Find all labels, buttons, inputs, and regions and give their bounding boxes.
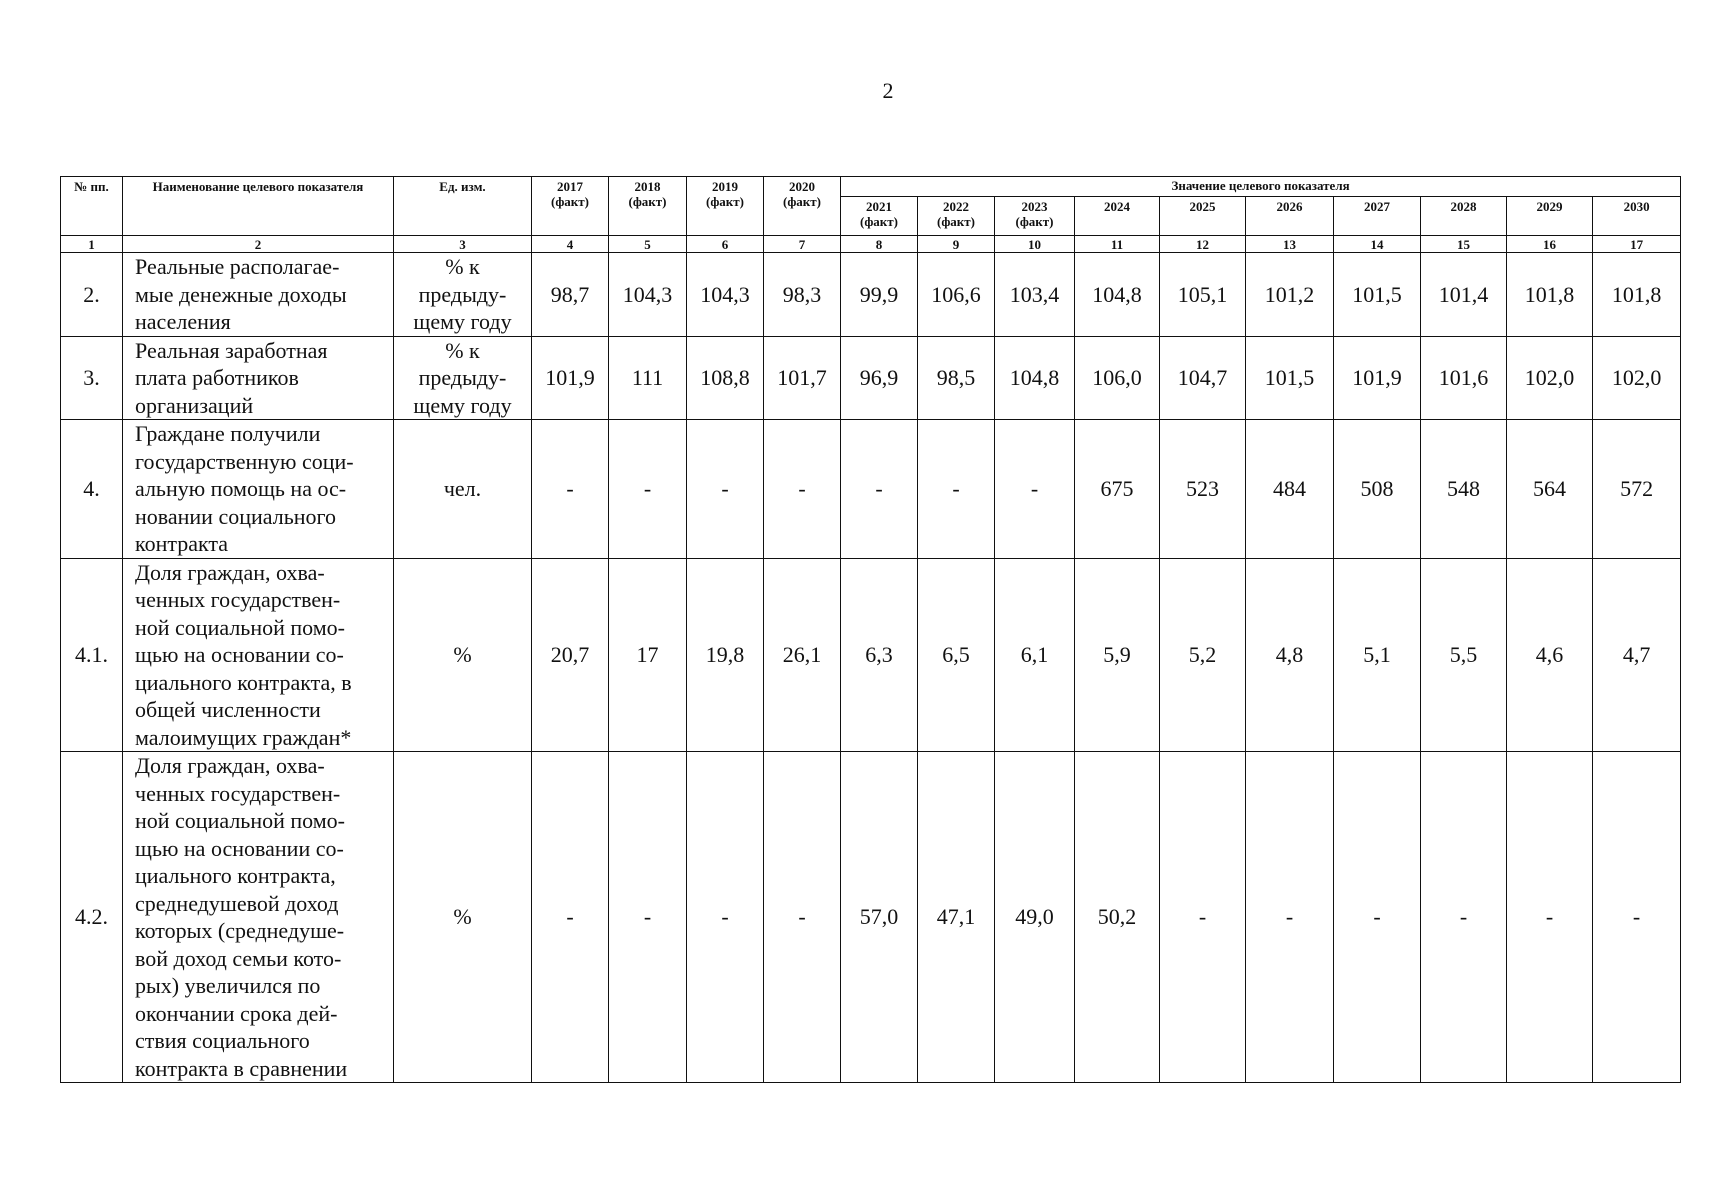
column-number: 1 bbox=[61, 236, 123, 253]
table-row bbox=[61, 752, 1681, 1083]
indicator-value: - bbox=[841, 420, 918, 559]
indicator-value: - bbox=[918, 420, 995, 559]
indicator-value: - bbox=[1160, 752, 1246, 1083]
indicator-value: 96,9 bbox=[841, 336, 918, 420]
indicator-value: 108,8 bbox=[687, 336, 764, 420]
indicator-unit: % к предыду- щему году bbox=[394, 253, 532, 337]
indicator-value: 104,8 bbox=[1075, 253, 1160, 337]
indicator-value: - bbox=[1507, 752, 1593, 1083]
indicator-value: 484 bbox=[1246, 420, 1334, 559]
indicator-value: 102,0 bbox=[1507, 336, 1593, 420]
column-number: 10 bbox=[995, 236, 1075, 253]
indicator-value: 5,9 bbox=[1075, 558, 1160, 752]
header-group-title: Значение целевого показателя bbox=[841, 177, 1681, 197]
indicator-value: 101,2 bbox=[1246, 253, 1334, 337]
header-year: 2023 (факт) bbox=[995, 197, 1075, 236]
indicator-value: - bbox=[764, 752, 841, 1083]
indicator-value: 47,1 bbox=[918, 752, 995, 1083]
column-number: 9 bbox=[918, 236, 995, 253]
column-number: 17 bbox=[1593, 236, 1681, 253]
indicator-value: - bbox=[609, 752, 687, 1083]
column-number: 14 bbox=[1334, 236, 1421, 253]
column-number: 4 bbox=[532, 236, 609, 253]
indicator-value: 19,8 bbox=[687, 558, 764, 752]
indicator-value: - bbox=[1334, 752, 1421, 1083]
indicator-value: - bbox=[687, 752, 764, 1083]
indicator-value: 17 bbox=[609, 558, 687, 752]
indicator-value: - bbox=[764, 420, 841, 559]
indicator-value: 106,6 bbox=[918, 253, 995, 337]
indicator-value: 111 bbox=[609, 336, 687, 420]
indicator-unit: % к предыду- щему году bbox=[394, 336, 532, 420]
indicator-unit: чел. bbox=[394, 420, 532, 559]
indicator-value: 5,5 bbox=[1421, 558, 1507, 752]
indicator-name: Граждане получили государственную соци- альную помощь на ос- новании социального контракта bbox=[123, 420, 394, 559]
indicator-value: 572 bbox=[1593, 420, 1681, 559]
column-number: 2 bbox=[123, 236, 394, 253]
indicator-value: 6,1 bbox=[995, 558, 1075, 752]
indicator-value: 4,8 bbox=[1246, 558, 1334, 752]
header-year: 2026 bbox=[1246, 197, 1334, 236]
column-number: 12 bbox=[1160, 236, 1246, 253]
indicator-value: - bbox=[1246, 752, 1334, 1083]
row-number: 2. bbox=[61, 253, 123, 337]
table-row bbox=[61, 253, 1681, 337]
indicator-value: - bbox=[532, 420, 609, 559]
indicator-value: 105,1 bbox=[1160, 253, 1246, 337]
indicator-value: 104,8 bbox=[995, 336, 1075, 420]
indicator-value: 101,7 bbox=[764, 336, 841, 420]
indicator-value: 548 bbox=[1421, 420, 1507, 559]
page-number: 2 bbox=[882, 78, 894, 103]
indicator-value: 26,1 bbox=[764, 558, 841, 752]
indicator-unit: % bbox=[394, 558, 532, 752]
header-year: 2027 bbox=[1334, 197, 1421, 236]
header-year: 2029 bbox=[1507, 197, 1593, 236]
table-row bbox=[61, 558, 1681, 752]
column-number-row bbox=[61, 236, 1681, 253]
indicator-unit: % bbox=[394, 752, 532, 1083]
column-number: 7 bbox=[764, 236, 841, 253]
indicator-value: - bbox=[532, 752, 609, 1083]
header-num: № пп. bbox=[61, 177, 123, 236]
header-name: Наименование целевого показателя bbox=[123, 177, 394, 236]
indicator-name: Доля граждан, охва- ченных государствен- ной социальной помо- щью на основании со- циального контракта, в общей численности малоимущих граждан* bbox=[123, 558, 394, 752]
indicator-value: 101,9 bbox=[1334, 336, 1421, 420]
indicator-value: 5,2 bbox=[1160, 558, 1246, 752]
indicator-value: 99,9 bbox=[841, 253, 918, 337]
column-number: 11 bbox=[1075, 236, 1160, 253]
indicator-value: 20,7 bbox=[532, 558, 609, 752]
indicator-value: 101,5 bbox=[1246, 336, 1334, 420]
indicator-value: 523 bbox=[1160, 420, 1246, 559]
column-number: 6 bbox=[687, 236, 764, 253]
indicator-value: 103,4 bbox=[995, 253, 1075, 337]
row-number: 4.1. bbox=[61, 558, 123, 752]
indicator-name: Доля граждан, охва- ченных государствен- ной социальной помо- щью на основании со- циального контракта, среднедушевой доход которых (среднедуше- вой доход семьи кото- рых) увеличился по окончании срока дей- ствия социального контракта в сравнении bbox=[123, 752, 394, 1083]
indicator-value: 675 bbox=[1075, 420, 1160, 559]
header-year: 2025 bbox=[1160, 197, 1246, 236]
target-indicators-table bbox=[60, 176, 1681, 1083]
column-number: 15 bbox=[1421, 236, 1507, 253]
indicator-value: 98,3 bbox=[764, 253, 841, 337]
indicator-value: 4,6 bbox=[1507, 558, 1593, 752]
indicator-value: 101,8 bbox=[1593, 253, 1681, 337]
header-year: 2021 (факт) bbox=[841, 197, 918, 236]
indicator-name: Реальная заработная плата работников организаций bbox=[123, 336, 394, 420]
column-number: 5 bbox=[609, 236, 687, 253]
indicator-value: 98,5 bbox=[918, 336, 995, 420]
indicator-value: 104,3 bbox=[687, 253, 764, 337]
column-number: 3 bbox=[394, 236, 532, 253]
indicator-value: - bbox=[687, 420, 764, 559]
indicator-value: 49,0 bbox=[995, 752, 1075, 1083]
row-number: 4.2. bbox=[61, 752, 123, 1083]
table-body bbox=[61, 253, 1681, 1083]
indicator-value: 104,7 bbox=[1160, 336, 1246, 420]
indicator-value: 101,5 bbox=[1334, 253, 1421, 337]
indicator-value: 101,8 bbox=[1507, 253, 1593, 337]
indicator-value: 101,9 bbox=[532, 336, 609, 420]
column-number: 8 bbox=[841, 236, 918, 253]
indicator-name: Реальные располагае- мые денежные доходы населения bbox=[123, 253, 394, 337]
header-row-top bbox=[61, 177, 1681, 197]
column-number: 13 bbox=[1246, 236, 1334, 253]
indicator-value: - bbox=[609, 420, 687, 559]
row-number: 4. bbox=[61, 420, 123, 559]
indicator-value: 101,6 bbox=[1421, 336, 1507, 420]
indicator-value: 106,0 bbox=[1075, 336, 1160, 420]
indicator-value: - bbox=[1593, 752, 1681, 1083]
header-year: 2030 bbox=[1593, 197, 1681, 236]
header-year-fact: 2018 (факт) bbox=[609, 177, 687, 236]
table-row bbox=[61, 336, 1681, 420]
indicator-value: - bbox=[995, 420, 1075, 559]
header-unit: Ед. изм. bbox=[394, 177, 532, 236]
indicator-value: 98,7 bbox=[532, 253, 609, 337]
indicator-value: 4,7 bbox=[1593, 558, 1681, 752]
header-year: 2024 bbox=[1075, 197, 1160, 236]
indicator-value: 104,3 bbox=[609, 253, 687, 337]
header-year-fact: 2020 (факт) bbox=[764, 177, 841, 236]
header-year: 2022 (факт) bbox=[918, 197, 995, 236]
column-number: 16 bbox=[1507, 236, 1593, 253]
header-year: 2028 bbox=[1421, 197, 1507, 236]
indicator-value: - bbox=[1421, 752, 1507, 1083]
indicator-value: 57,0 bbox=[841, 752, 918, 1083]
indicator-value: 508 bbox=[1334, 420, 1421, 559]
header-year-fact: 2017 (факт) bbox=[532, 177, 609, 236]
indicator-value: 50,2 bbox=[1075, 752, 1160, 1083]
header-year-fact: 2019 (факт) bbox=[687, 177, 764, 236]
indicator-value: 5,1 bbox=[1334, 558, 1421, 752]
indicator-value: 102,0 bbox=[1593, 336, 1681, 420]
indicator-value: 6,3 bbox=[841, 558, 918, 752]
indicator-value: 6,5 bbox=[918, 558, 995, 752]
table-row bbox=[61, 420, 1681, 559]
indicator-value: 564 bbox=[1507, 420, 1593, 559]
indicator-value: 101,4 bbox=[1421, 253, 1507, 337]
row-number: 3. bbox=[61, 336, 123, 420]
